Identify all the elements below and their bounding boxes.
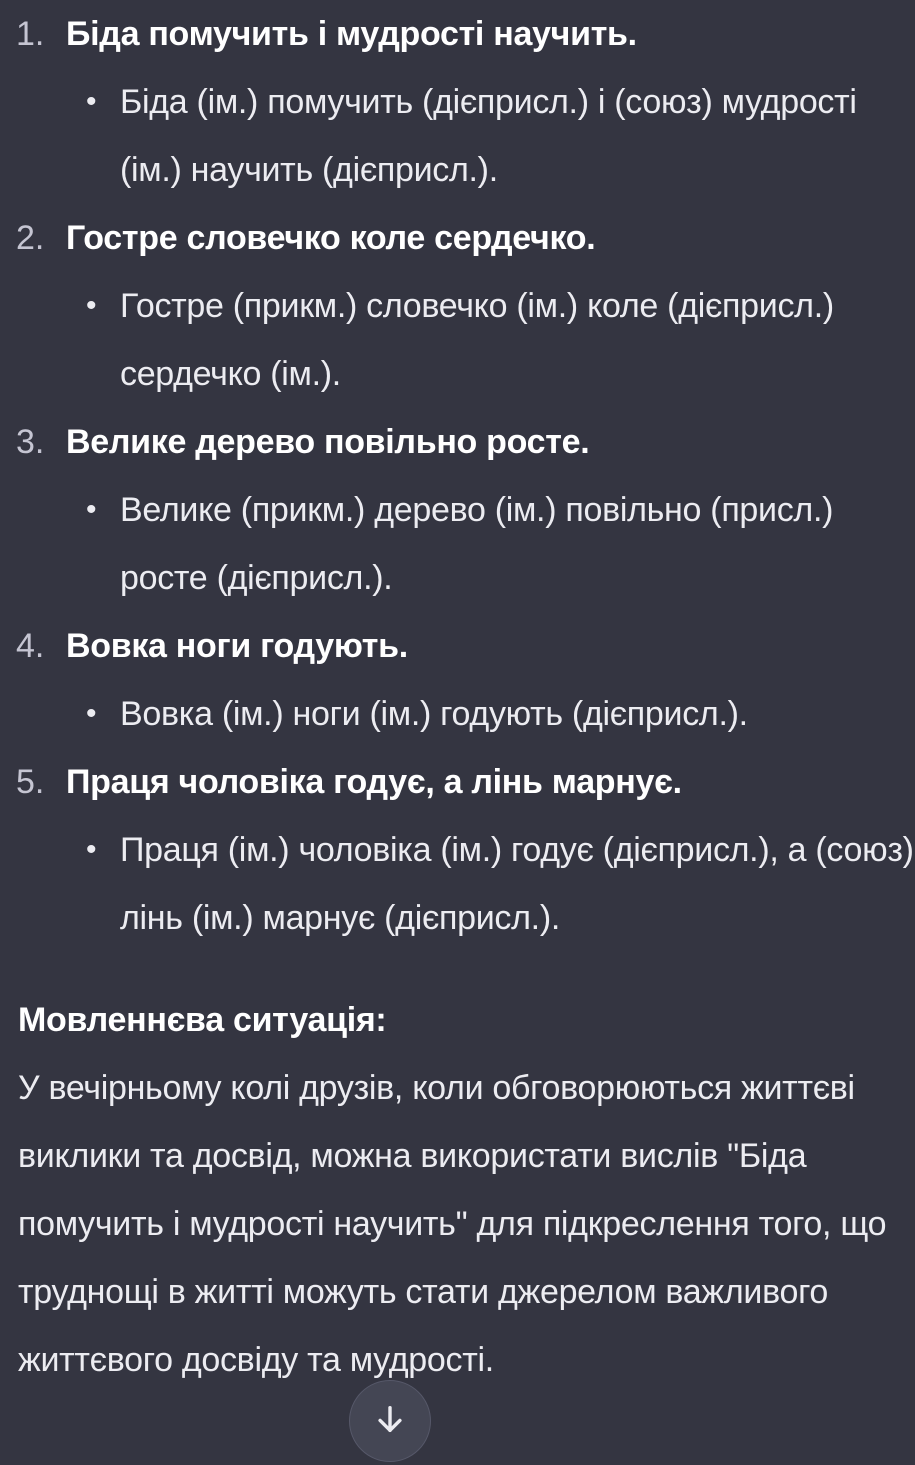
list-item-analysis-text: Біда (ім.) помучить (дієприсл.) і (союз) мудрості (ім.) научить (дієприсл.). (120, 83, 857, 189)
list-item-number: 1. (16, 15, 45, 53)
list-item-number: 5. (16, 763, 45, 801)
list-item-number: 4. (16, 627, 45, 665)
list-item-analysis-text: Праця (ім.) чоловіка (ім.) годує (дієприсл.), а (союз) лінь (ім.) марнує (дієприсл.). (120, 831, 914, 937)
bullet-icon: • (86, 493, 97, 526)
arrow-down-icon (373, 1402, 407, 1441)
list-item (0, 0, 915, 204)
bullet-icon: • (86, 85, 97, 118)
list-item-analysis (86, 68, 915, 204)
list-item-analysis (86, 476, 915, 612)
list-item (0, 612, 915, 748)
bullet-icon: • (86, 697, 97, 730)
bullet-icon: • (86, 833, 97, 866)
list-item-analysis (86, 816, 915, 952)
list-item-analysis-text: Вовка (ім.) ноги (ім.) годують (дієприсл.). (120, 695, 748, 733)
scroll-to-bottom-button[interactable] (349, 1380, 431, 1462)
bullet-icon: • (86, 289, 97, 322)
list-item (0, 748, 915, 952)
list-item (0, 408, 915, 612)
list-item-analysis (86, 272, 915, 408)
list-item-title: Біда помучить і мудрості научить. (66, 15, 637, 53)
list-item-analysis-text: Велике (прикм.) дерево (ім.) повільно (присл.) росте (дієприсл.). (120, 491, 834, 597)
list-item-number: 2. (16, 219, 45, 257)
list-item-title: Велике дерево повільно росте. (66, 423, 590, 461)
list-item-number: 3. (16, 423, 45, 461)
list-item-analysis (86, 680, 915, 748)
list-item-title: Праця чоловіка годує, а лінь марнує. (66, 763, 682, 801)
list-item (0, 204, 915, 408)
list-item-title: Вовка ноги годують. (66, 627, 408, 665)
list-item-title: Гостре словечко коле сердечко. (66, 219, 596, 257)
section-paragraph: У вечірньому колі друзів, коли обговорюються життєві виклики та досвід, можна використати вислів "Біда помучить і мудрості научить" для підкреслення того, що труднощі в житті можуть стати джерелом важливого життєвого досвіду та мудрості. (18, 1069, 887, 1379)
section-heading: Мовленнєва ситуація: (18, 1001, 387, 1039)
list-item-analysis-text: Гостре (прикм.) словечко (ім.) коле (дієприсл.) сердечко (ім.). (120, 287, 834, 393)
